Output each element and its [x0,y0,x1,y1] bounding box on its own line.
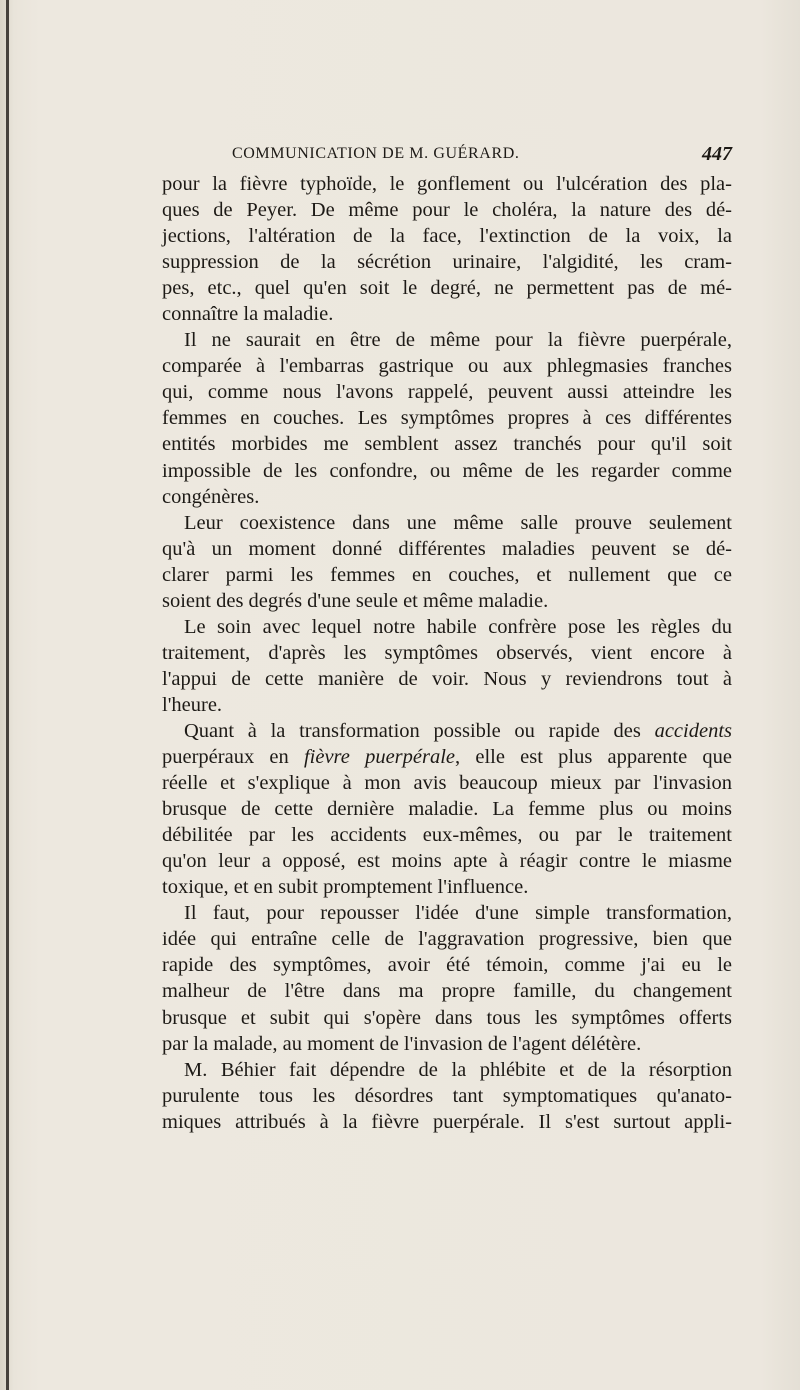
text-line: impossible de les confondre, ou même de les regarder comme [162,459,732,482]
italic-term: accidents [654,719,732,742]
text-line: Leur coexistence dans une même salle prouve seulement [184,511,732,534]
text-line: soient des degrés d'une seule et même maladie. [162,589,549,612]
text-line [162,718,732,744]
text-line: pes, etc., quel qu'en soit le degré, ne permettent pas de mé- [162,277,732,300]
text-line: Il ne saurait en être de même pour la fièvre puerpérale, [184,329,732,352]
text-line: qu'à un moment donné différentes maladies peuvent se dé- [162,537,732,560]
text-line: qui, comme nous l'avons rappelé, peuvent aussi atteindre les [162,381,732,404]
text-line: comparée à l'embarras gastrique ou aux phlegmasies franches [162,355,732,378]
text-line: connaître la maladie. [162,303,334,326]
text-line: suppression de la sécrétion urinaire, l'algidité, les cram- [162,251,732,274]
text-line: clarer parmi les femmes en couches, et nullement que ce [162,563,732,586]
text-line: congénères. [162,485,260,508]
text-line: femmes en couches. Les symptômes propres à ces différentes [162,407,732,430]
text-line: traitement, d'après les symptômes observés, vient encore à [162,641,732,664]
text-line: réelle et s'explique à mon avis beaucoup mieux par l'invasion [162,772,732,795]
text-line: brusque de cette dernière maladie. La femme plus ou moins [162,798,732,821]
text-segment: Quant à la transformation possible ou rapide des [184,719,655,742]
text-line: miques attribués à la fièvre puerpérale. Il s'est surtout appli- [162,1110,732,1133]
text-line: malheur de l'être dans ma propre famille, du changement [162,980,732,1003]
text-line: Il faut, pour repousser l'idée d'une simple transformation, [184,902,732,925]
text-line: ques de Peyer. De même pour le choléra, la nature des dé- [162,199,732,222]
text-segment: puerpéraux en [162,746,304,769]
text-line: brusque et subit qui s'opère dans tous les symptômes offerts [162,1006,732,1029]
text-line: par la malade, au moment de l'invasion de l'agent délétère. [162,1032,642,1055]
text-line: entités morbides me semblent assez tranchés pour qu'il soit [162,433,732,456]
text-line: l'appui de cette manière de voir. Nous y reviendrons tout à [162,667,732,690]
text-line: qu'on leur a opposé, est moins apte à réagir contre le miasme [162,850,732,873]
text-line: rapide des symptômes, avoir été témoin, comme j'ai eu le [162,954,732,977]
text-segment: , elle est plus apparente que [455,746,732,769]
text-line: jections, l'altération de la face, l'extinction de la voix, la [162,225,732,248]
text-line: l'heure. [162,693,223,716]
text-line [162,744,732,770]
page-header [162,145,732,171]
text-line: idée qui entraîne celle de l'aggravation progressive, bien que [162,928,732,951]
page-number: 447 [702,143,732,165]
body-text [162,171,732,1135]
running-head: COMMUNICATION DE M. GUÉRARD. [232,145,520,162]
text-line: débilitée par les accidents eux-mêmes, ou par le traitement [162,824,732,847]
text-line: toxique, et en subit promptement l'influence. [162,876,529,899]
text-line: M. Béhier fait dépendre de la phlébite et de la résorption [184,1058,732,1081]
text-line: Le soin avec lequel notre habile confrère pose les règles du [184,615,732,638]
binding-edge [6,0,9,1390]
text-line: purulente tous les désordres tant symptomatiques qu'anato- [162,1084,732,1107]
text-line: pour la fièvre typhoïde, le gonflement ou l'ulcération des pla- [162,173,732,195]
italic-term: fièvre puerpérale [303,746,456,769]
